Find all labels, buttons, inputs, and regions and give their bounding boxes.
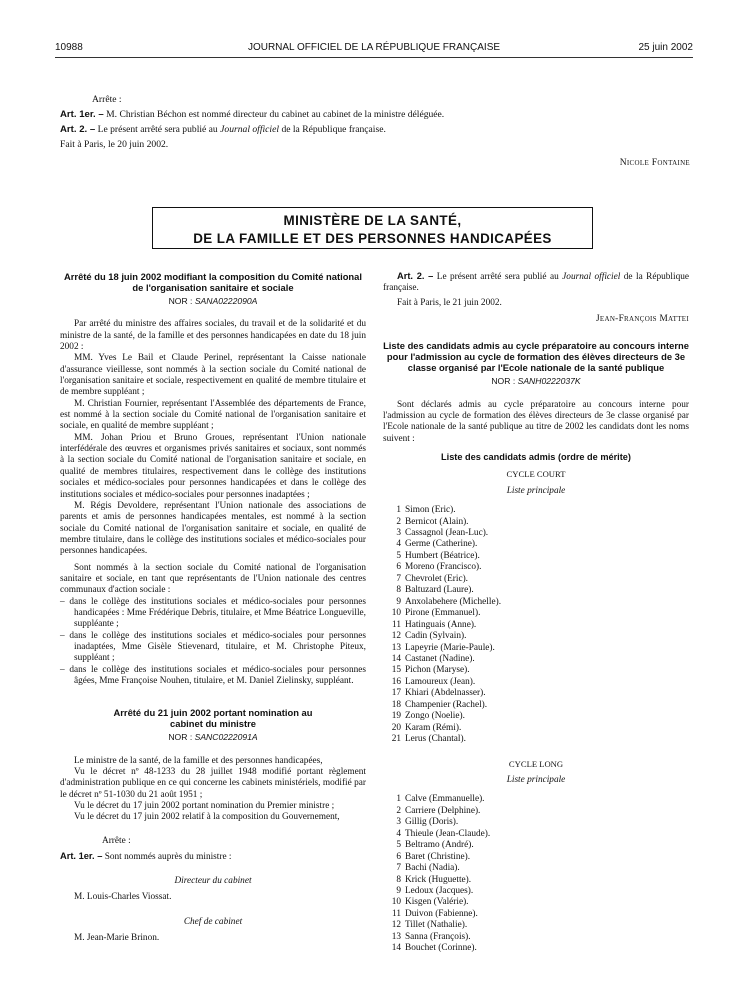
rank-number: 9: [396, 596, 401, 607]
rank-number: 8: [396, 585, 401, 596]
list-item: [383, 574, 689, 585]
rank-number: 9: [396, 885, 401, 896]
paragraph: MM. Johan Priou et Bruno Groues, représentant l'Union nationale interfédérale des œuvres et organismes privés sanitaires et sociaux, sont nommés à la section sociale du Comité national de l'organisation sanitaire et sociale, en qualité de membres titulaires, respectivement dans le collège des institutions sociales et médico-sociales pour personnes handicapées et dans le collège des institutions sociales et médico-sociales pour personnes inadaptées ;: [60, 432, 366, 500]
paragraph: MM. Yves Le Bail et Claude Perinel, représentant la Caisse nationale d'assurance vieillesse, sont nommés à la section sociale du Comité national de l'organisation sanitaire et sociale, respectivement en qualité de membre titulaire et de membre suppléant ;: [60, 353, 366, 398]
paragraph: M. Christian Fournier, représentant l'Assemblée des départements de France, est nommé à la section sociale du Comité national de l'organisation sanitaire et sociale, en qualité de membre suppléant ;: [60, 398, 366, 432]
list-item: [383, 723, 689, 734]
candidate-name: Bouchet (Corinne).: [405, 943, 477, 954]
journal-name: Journal officiel: [220, 124, 280, 135]
rank-number: 11: [392, 908, 401, 919]
rank-number: 12: [391, 920, 401, 931]
paragraph: Vu le décret du 17 juin 2002 relatif à la composition du Gouvernement,: [74, 812, 340, 823]
rank-number: 21: [391, 734, 401, 745]
candidate-name: Karam (Rémi).: [405, 722, 462, 733]
dash-item: – dans le collège des institutions sociales et médico-sociales pour personnes inadaptées, Mme Gisèle Stievenard, titulaire, et M. Christophe Piteux, suppléant ;: [60, 630, 366, 664]
rank-number: 10: [391, 608, 401, 619]
rank-number: 13: [391, 931, 401, 942]
issue-date: 25 juin 2002: [638, 42, 693, 53]
candidate-name: Baltuzard (Laure).: [405, 585, 474, 596]
rank-number: 4: [396, 539, 401, 550]
candidate-name: Anxolabehere (Michelle).: [405, 596, 502, 607]
nor-label: NOR :: [491, 376, 516, 387]
rank-number: 14: [391, 943, 401, 954]
paragraph: Par arrêté du ministre des affaires sociales, du travail et de la solidarité et du ministre de la santé, de la famille et des personnes handicapées en date du 18 juin 2002 :: [60, 319, 366, 353]
candidate-name: Duivon (Fabienne).: [405, 908, 478, 919]
list-item: [383, 528, 689, 539]
list-item: [383, 620, 689, 631]
candidate-name: Ledoux (Jacques).: [405, 885, 474, 896]
candidate-name: Thieule (Jean-Claude).: [405, 828, 491, 839]
rank-number: 7: [396, 573, 401, 584]
article-text: Le présent arrêté sera publié au: [436, 272, 559, 282]
person-name: M. Jean-Marie Brinon.: [74, 933, 160, 944]
list-item: [383, 631, 689, 642]
role-heading: Chef de cabinet: [183, 917, 243, 928]
paragraph: Vu le décret du 17 juin 2002 portant nomination du Premier ministre ;: [74, 801, 335, 812]
nor-label: NOR :: [168, 732, 193, 743]
arrete-line: Arrête :: [102, 835, 131, 846]
rank-number: 17: [391, 688, 401, 699]
ministry-line-2: DE LA FAMILLE ET DES PERSONNES HANDICAPÉES: [193, 231, 552, 246]
list-item: [383, 562, 689, 573]
article-text: de la République française.: [383, 272, 689, 294]
candidate-name: Simon (Eric).: [405, 505, 456, 516]
article-label: Art. 2. –: [397, 271, 434, 281]
candidate-name: Champenier (Rachel).: [405, 699, 488, 710]
list-item: [383, 897, 689, 908]
list-item: [383, 817, 689, 828]
list-item: [383, 597, 689, 608]
paragraph: Sont déclarés admis au cycle préparatoire au concours interne pour l'admission au cycle de formation des élèves directeurs de 3e classe organisé par l'Ecole nationale de la santé publique au titre de 2002 les candidats dont les noms suivent :: [383, 399, 689, 444]
rank-number: 2: [396, 516, 401, 527]
article-text: Le présent arrêté sera publié au: [97, 124, 218, 135]
rank-number: 20: [391, 722, 401, 733]
candidate-name: Sanna (François).: [405, 931, 471, 942]
rank-number: 7: [396, 863, 401, 874]
ministry-line-1: MINISTÈRE DE LA SANTÉ,: [283, 213, 462, 228]
candidate-name: Moreno (Francisco).: [405, 562, 482, 573]
candidate-name: Cassagnol (Jean-Luc).: [405, 528, 489, 539]
rank-number: 5: [396, 550, 401, 561]
nor-code: SANC0222091A: [194, 732, 258, 743]
rank-number: 12: [391, 631, 401, 642]
candidate-name: Kisgen (Valérie).: [405, 897, 469, 908]
candidate-name: Zongo (Noelie).: [405, 711, 465, 722]
candidate-name: Lamoureux (Jean).: [405, 676, 476, 687]
cycle-title: CYCLE LONG: [508, 758, 564, 769]
candidate-name: Beltramo (André).: [405, 840, 474, 851]
list-subtitle: Liste principale: [506, 774, 566, 785]
article-1: [60, 107, 690, 122]
ministry-heading: [152, 207, 593, 249]
list-item: [383, 909, 689, 920]
list-item: [383, 585, 689, 596]
candidate-name: Carriere (Delphine).: [405, 805, 481, 816]
nor-reference: [60, 296, 366, 307]
candidate-name: Lapeyrie (Marie-Paule).: [405, 642, 495, 653]
rank-number: 15: [391, 665, 401, 676]
list-item: [383, 711, 689, 722]
fait-line: Fait à Paris, le 20 juin 2002.: [60, 139, 169, 150]
list-item: [383, 654, 689, 665]
rank-number: 1: [396, 794, 401, 805]
signature: Jean-François Mattei: [595, 314, 689, 325]
section-title: Arrêté du 18 juin 2002 modifiant la composition du Comité national de l'organisation sanitaire et sociale: [64, 271, 362, 293]
candidate-name: Chevrolet (Eric).: [405, 573, 468, 584]
left-column: [60, 271, 366, 945]
article-label: Art. 1er. –: [60, 109, 104, 120]
nor-code: SANA0222090A: [194, 296, 258, 306]
candidate-name: Tillet (Nathalie).: [405, 920, 468, 931]
rank-number: 1: [396, 505, 401, 516]
dash-item: – dans le collège des institutions sociales et médico-sociales pour personnes âgées, Mme Françoise Nouhen, titulaire, et M. Daniel Zielinsky, suppléant.: [60, 664, 366, 686]
rank-number: 4: [396, 828, 401, 839]
rank-number: 14: [391, 654, 401, 665]
list-item: [383, 551, 689, 562]
court-cycle-list: [383, 505, 689, 746]
candidate-name: Lerus (Chantal).: [405, 734, 466, 745]
list-item: [383, 539, 689, 550]
rank-number: 6: [396, 851, 401, 862]
page-number: 10988: [55, 42, 83, 53]
candidate-name: Bernicot (Alain).: [405, 516, 469, 527]
rank-number: 3: [396, 528, 401, 539]
article-text: M. Christian Béchon est nommé directeur du cabinet au cabinet de la ministre déléguée.: [106, 109, 445, 120]
previous-decree-end: [60, 92, 690, 170]
article-1: [60, 851, 366, 863]
list-item: [383, 886, 689, 897]
long-cycle-list: [383, 794, 689, 954]
article-text: Sont nommés auprès du ministre :: [104, 852, 232, 863]
list-item: [383, 794, 689, 805]
candidate-name: Bachi (Nadia).: [405, 863, 460, 874]
list-item: [383, 806, 689, 817]
rank-number: 3: [396, 817, 401, 828]
running-header: [55, 42, 693, 56]
signature: Nicole Fontaine: [619, 157, 690, 168]
list-item: [383, 688, 689, 699]
list-item: [383, 829, 689, 840]
list-subtitle: Liste principale: [506, 485, 566, 496]
list-title: Liste des candidats admis (ordre de mérite): [441, 452, 631, 463]
candidate-name: Baret (Christine).: [405, 851, 471, 862]
article-2: [60, 122, 690, 137]
rank-number: 8: [396, 874, 401, 885]
candidate-name: Krick (Huguette).: [405, 874, 472, 885]
rank-number: 16: [391, 676, 401, 687]
rank-number: 10: [391, 897, 401, 908]
list-item: [383, 665, 689, 676]
list-item: [383, 643, 689, 654]
list-item: [383, 517, 689, 528]
rank-number: 19: [391, 711, 401, 722]
list-item: [383, 700, 689, 711]
paragraph: M. Régis Devoldere, représentant l'Union nationale des associations de parents et amis de personnes handicapées mentales, est nommé à la section sociale du Comité national de l'organisation sanitaire et sociale, en qualité de membre titulaire, dans le collège des institutions sociales et médico-sociales pour personnes handicapées.: [60, 500, 366, 557]
article-text: de la République française.: [281, 124, 386, 135]
arrete-line: Arrête :: [92, 94, 122, 105]
paragraph: Le ministre de la santé, de la famille et des personnes handicapées,: [74, 755, 323, 766]
article-2: [383, 271, 689, 295]
candidate-name: Germe (Catherine).: [405, 539, 478, 550]
paragraph: Sont nommés à la section sociale du Comité national de l'organisation sanitaire et sociale, en tant que représentants de l'Union nationale des centres communaux d'action sociale :: [60, 562, 366, 596]
list-item: [383, 608, 689, 619]
candidate-name: Pirone (Emmanuel).: [405, 608, 481, 619]
list-item: [383, 920, 689, 931]
header-rule: [55, 57, 693, 58]
rank-number: 11: [392, 619, 401, 630]
article-label: Art. 2. –: [60, 124, 96, 135]
candidate-name: Pichon (Maryse).: [405, 665, 470, 676]
rank-number: 13: [391, 642, 401, 653]
rank-number: 2: [396, 805, 401, 816]
candidate-name: Castanet (Nadine).: [405, 654, 475, 665]
list-item: [383, 863, 689, 874]
list-item: [383, 677, 689, 688]
journal-title: JOURNAL OFFICIEL DE LA RÉPUBLIQUE FRANÇAISE: [247, 42, 501, 53]
candidate-name: Humbert (Béatrice).: [405, 550, 480, 561]
candidate-name: Khiari (Abdelnasser).: [405, 688, 486, 699]
nor-reference: [60, 732, 366, 743]
person-name: M. Louis-Charles Viossat.: [74, 891, 172, 902]
list-item: [383, 875, 689, 886]
list-item: [383, 734, 689, 745]
fait-line: Fait à Paris, le 21 juin 2002.: [397, 297, 502, 308]
list-item: [383, 943, 689, 954]
dash-item: – dans le collège des institutions sociales et médico-sociales pour personnes handicapées : Mme Frédérique Debris, titulaire, et Mme Béatrice Longueville, suppléante ;: [60, 596, 366, 630]
rank-number: 5: [396, 840, 401, 851]
candidate-name: Gillig (Doris).: [405, 817, 459, 828]
nor-label: NOR :: [168, 296, 193, 306]
paragraph: Vu le décret nº 48-1233 du 28 juillet 1948 modifié portant règlement d'administration publique en ce qui concerne les cabinets ministériels, modifié par le décret nº 51-1030 du 21 août 1951 ;: [60, 767, 366, 800]
rank-number: 18: [391, 699, 401, 710]
nor-code: SANH0222037K: [517, 376, 581, 387]
candidate-name: Calve (Emmanuelle).: [405, 794, 485, 805]
list-item: [383, 505, 689, 516]
journal-name: Journal officiel: [562, 272, 621, 282]
list-item: [383, 840, 689, 851]
section-title: Arrêté du 21 juin 2002 portant nomination au cabinet du ministre: [113, 707, 313, 730]
article-label: Art. 1er. –: [60, 851, 103, 862]
list-item: [383, 852, 689, 863]
right-column: [383, 271, 689, 955]
role-heading: Directeur du cabinet: [174, 876, 252, 887]
cycle-title: CYCLE COURT: [506, 469, 566, 480]
nor-reference: [383, 376, 689, 387]
candidate-name: Cadin (Sylvain).: [405, 631, 467, 642]
section-title: Liste des candidats admis au cycle préparatoire au concours interne pour l'admission au cycle de formation des élèves directeurs de 3e classe organisé par l'Ecole nationale de la santé publique: [383, 340, 689, 374]
rank-number: 6: [396, 562, 401, 573]
list-item: [383, 932, 689, 943]
candidate-name: Hatinguais (Anne).: [405, 619, 477, 630]
